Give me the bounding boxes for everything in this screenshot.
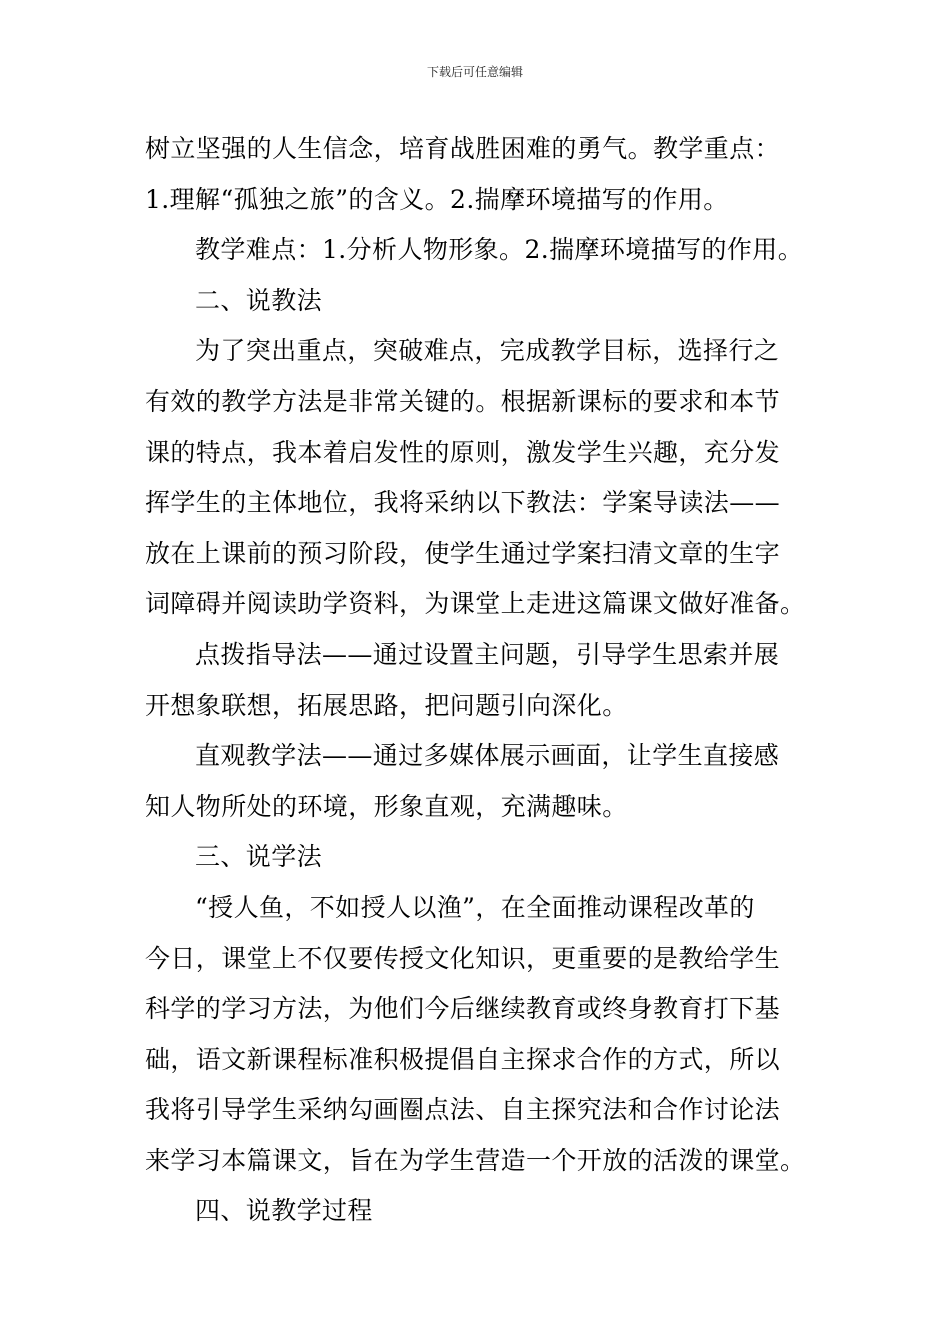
text-line: 来学习本篇课文，旨在为学生营造一个开放的活泼的课堂。: [145, 1145, 806, 1175]
page-header: 下载后可任意编辑: [426, 65, 523, 79]
text-line: 我将引导学生采纳勾画圈点法、自主探究法和合作讨论法: [145, 1095, 781, 1125]
text-line: 开想象联想，拓展思路，把问题引向深化。: [145, 690, 628, 720]
text-line: 课的特点，我本着启发性的原则，激发学生兴趣，充分发: [145, 437, 781, 467]
text-line: 础，语文新课程标准积极提倡自主探求合作的方式，所以: [145, 1044, 781, 1074]
text-line: 科学的学习方法，为他们今后继续教育或终身教育打下基: [145, 994, 781, 1024]
text-line: 词障碍并阅读助学资料，为课堂上走进这篇课文做好准备。: [145, 589, 806, 619]
document-body: [145, 124, 815, 1237]
text-line: 有效的教学方法是非常关键的。根据新课标的要求和本节: [145, 386, 781, 416]
text-line: 为了突出重点，突破难点，完成教学目标，选择行之: [195, 336, 780, 366]
text-line: 知人物所处的环境，形象直观，充满趣味。: [145, 791, 628, 821]
text-line: “授人鱼，不如授人以渔”，在全面推动课程改革的: [195, 892, 755, 922]
text-line: 挥学生的主体地位，我将采纳以下教法：学案导读法——: [145, 488, 781, 518]
text-line: 点拨指导法——通过设置主问题，引导学生思索并展: [195, 639, 780, 669]
text-line: 1.理解“孤独之旅”的含义。2.揣摩环境描写的作用。: [145, 184, 729, 214]
text-line: 放在上课前的预习阶段，使学生通过学案扫清文章的生字: [145, 538, 781, 568]
section-heading: 三、说学法: [195, 842, 323, 872]
section-heading: 四、说教学过程: [195, 1196, 373, 1226]
section-heading: 二、说教法: [195, 285, 323, 315]
text-line: 直观教学法——通过多媒体展示画面，让学生直接感: [195, 741, 780, 771]
text-line: 教学难点：1.分析人物形象。2.揣摩环境描写的作用。: [195, 235, 804, 265]
text-line: 树立坚强的人生信念，培育战胜困难的勇气。教学重点：: [145, 134, 781, 163]
text-line: 今日，课堂上不仅要传授文化知识，更重要的是教给学生: [145, 943, 781, 973]
